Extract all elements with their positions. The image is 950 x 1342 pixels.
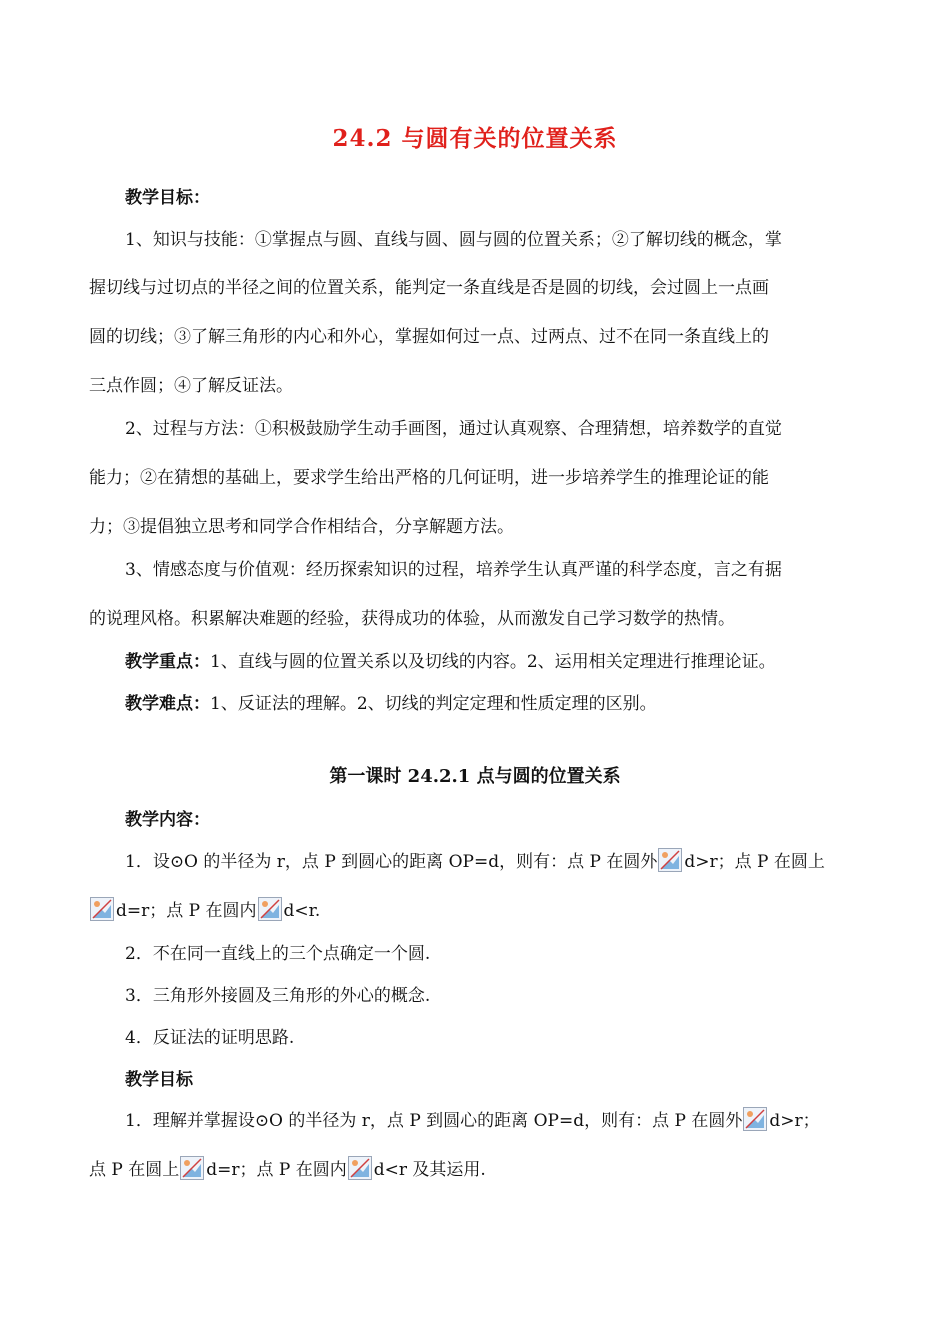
content-item-1-text-b: d>r；点 P 在圆上 [684, 852, 825, 872]
content-item-1-line-1 [125, 848, 865, 874]
key-points-label: 教学重点： [125, 652, 210, 672]
content-heading: 教学内容： [125, 810, 210, 830]
broken-image-icon [658, 848, 682, 872]
broken-image-icon [348, 1156, 372, 1180]
content-item-2: 2．不在同一直线上的三个点确定一个圆. [125, 944, 431, 964]
goal-item-1-text-a: 1．理解并掌握设⊙O 的半径为 r，点 P 到圆心的距离 OP=d，则有：点 P 在圆外 [125, 1111, 743, 1131]
objective-1-line-4: 三点作圆；④了解反证法。 [89, 376, 293, 396]
broken-image-icon [743, 1107, 767, 1131]
objective-1-line-2: 握切线与过切点的半径之间的位置关系，能判定一条直线是否是圆的切线，会过圆上一点画 [89, 278, 769, 298]
goal-heading: 教学目标 [125, 1070, 193, 1090]
goal-item-1-line-2 [89, 1156, 869, 1182]
objective-3-line-1: 3、情感态度与价值观：经历探索知识的过程，培养学生认真严谨的科学态度，言之有据 [125, 560, 782, 580]
difficulties [125, 692, 865, 716]
key-points [125, 650, 865, 674]
content-item-1-line-2 [89, 897, 869, 923]
objective-2-line-2: 能力；②在猜想的基础上，要求学生给出严格的几何证明，进一步培养学生的推理论证的能 [89, 468, 769, 488]
content-item-1-text-c: d=r；点 P 在圆内 [116, 901, 257, 921]
objective-1-line-3: 圆的切线；③了解三角形的内心和外心，掌握如何过一点、过两点、过不在同一条直线上的 [89, 327, 769, 347]
content-item-1-text-a: 1．设⊙O 的半径为 r，点 P 到圆心的距离 OP=d，则有：点 P 在圆外 [125, 852, 658, 872]
content-item-4: 4．反证法的证明思路. [125, 1028, 295, 1048]
goal-item-1-text-e: d<r 及其运用. [373, 1160, 486, 1180]
broken-image-icon [90, 897, 114, 921]
content-item-1-text-d: d<r. [283, 901, 321, 921]
objective-1-line-1: 1、知识与技能：①掌握点与圆、直线与圆、圆与圆的位置关系；②了解切线的概念，掌 [125, 230, 782, 250]
goal-item-1-text-d: d=r；点 P 在圆内 [206, 1160, 347, 1180]
lesson-subtitle: 第一课时 24.2.1 点与圆的位置关系 [329, 766, 621, 787]
page-title: 24.2 与圆有关的位置关系 [332, 125, 618, 152]
difficulties-text: 1、反证法的理解。2、切线的判定定理和性质定理的区别。 [210, 694, 657, 714]
goal-item-1-line-1 [125, 1107, 865, 1133]
objective-2-line-3: 力；③提倡独立思考和同学合作相结合，分享解题方法。 [89, 517, 514, 537]
broken-image-icon [258, 897, 282, 921]
objectives-heading: 教学目标： [125, 188, 210, 208]
objective-3-line-2: 的说理风格。积累解决难题的经验，获得成功的体验，从而激发自己学习数学的热情。 [89, 609, 735, 629]
key-points-text: 1、直线与圆的位置关系以及切线的内容。2、运用相关定理进行推理论证。 [210, 652, 776, 672]
objective-2-line-1: 2、过程与方法：①积极鼓励学生动手画图，通过认真观察、合理猜想，培养数学的直觉 [125, 419, 782, 439]
broken-image-icon [180, 1156, 204, 1180]
goal-item-1-text-c: 点 P 在圆上 [89, 1160, 180, 1180]
difficulties-label: 教学难点： [125, 694, 210, 714]
content-item-3: 3．三角形外接圆及三角形的外心的概念. [125, 986, 431, 1006]
goal-item-1-text-b: d>r； [769, 1111, 820, 1131]
